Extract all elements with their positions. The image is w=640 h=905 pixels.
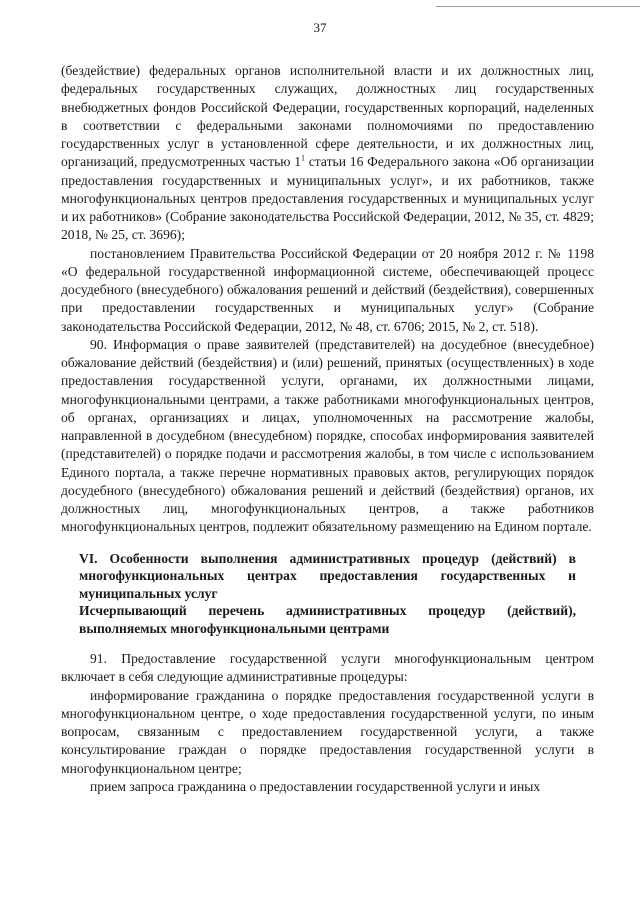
section-heading: VI. Особенности выполнения административных процедур (действий) в многофункциональных центрах предоставления государственных и муниципальных услуг (79, 550, 576, 601)
subsection-heading: Исчерпывающий перечень административных процедур (действий), выполняемых многофункциональными центрами (79, 603, 576, 636)
paragraph-continuation (61, 62, 594, 245)
spacer (61, 637, 594, 650)
paragraph-informing: информирование гражданина о порядке предоставления государственной услуги в многофункциональном центре, о ходе предоставления государственной услуги, по иным вопросам, связанным с предоставлением государственной услуги, а также консультирование граждан о порядке предоставления государственной услуги в многофункциональном центре; (61, 687, 594, 776)
superscript-footnote: 1 (301, 153, 305, 163)
paragraph-90: 90. Информация о праве заявителей (представителей) на досудебное (внесудебное) обжалование действий (бездействия) и (или) решений, принятых (осуществленных) в ходе предоставления государственной услуги, органами, их должностными лицами, многофункциональными центрами, а также работниками многофункциональных центров, об органах, организациях и лицах, уполномоченных на рассмотрение жалобы, направленной в досудебном (внесудебном) порядке, способах информирования заявителей (представителей) о порядке подачи и рассмотрения жалобы, в том числе с использованием Единого портала, а также перечне нормативных правовых актов, регулирующих порядок досудебного (внесудебного) обжалования решений и действий (бездействия) органов, их должностных лиц, многофункциональных центров, а также работников многофункциональных центров, подлежит обязательному размещению на Едином портале. (61, 336, 594, 535)
paragraph-text: (бездействие) федеральных органов исполнительной власти и их должностных лиц, федеральных государственных служащих, должностных лиц государственных внебюджетных фондов Российской Федерации, государственных корпораций, наделенных в соответствии с федеральными законами полномочиями по предоставлению государственных услуг в установленной сфере деятельности, и их должностных лиц, организаций, предусмотренных частью 1 (61, 63, 594, 170)
paragraph-91: 91. Предоставление государственной услуги многофункциональным центром включает в себя следующие административные процедуры: (61, 651, 594, 685)
page-number: 37 (313, 20, 327, 35)
spacer (61, 537, 594, 550)
paragraph-text: статьи 16 Федерального закона «Об организации предоставления государственных и муниципальных услуг», и их работников, также многофункциональных центров предоставления государственных и муниципальных услуг и их работников» (Собрание законодательства Российской Федерации, 2012, № 35, ст. 4829; 2018, № 25, ст. 3696); (61, 154, 594, 243)
paragraph-resolution-1198: постановлением Правительства Российской Федерации от 20 ноября 2012 г. № 1198 «О федеральной государственной информационной системе, обеспечивающей процесс досудебного (внесудебного) обжалования решений и действий (бездействия), совершенных при предоставлении государственных и муниципальных услуг» (Собрание законодательства Российской Федерации, 2012, № 48, ст. 6706; 2015, № 2, ст. 518). (61, 245, 594, 334)
document-body (61, 62, 594, 796)
scan-edge-line (436, 6, 640, 7)
paragraph-request-intake: прием запроса гражданина о предоставлении государственной услуги и иных (90, 778, 541, 794)
